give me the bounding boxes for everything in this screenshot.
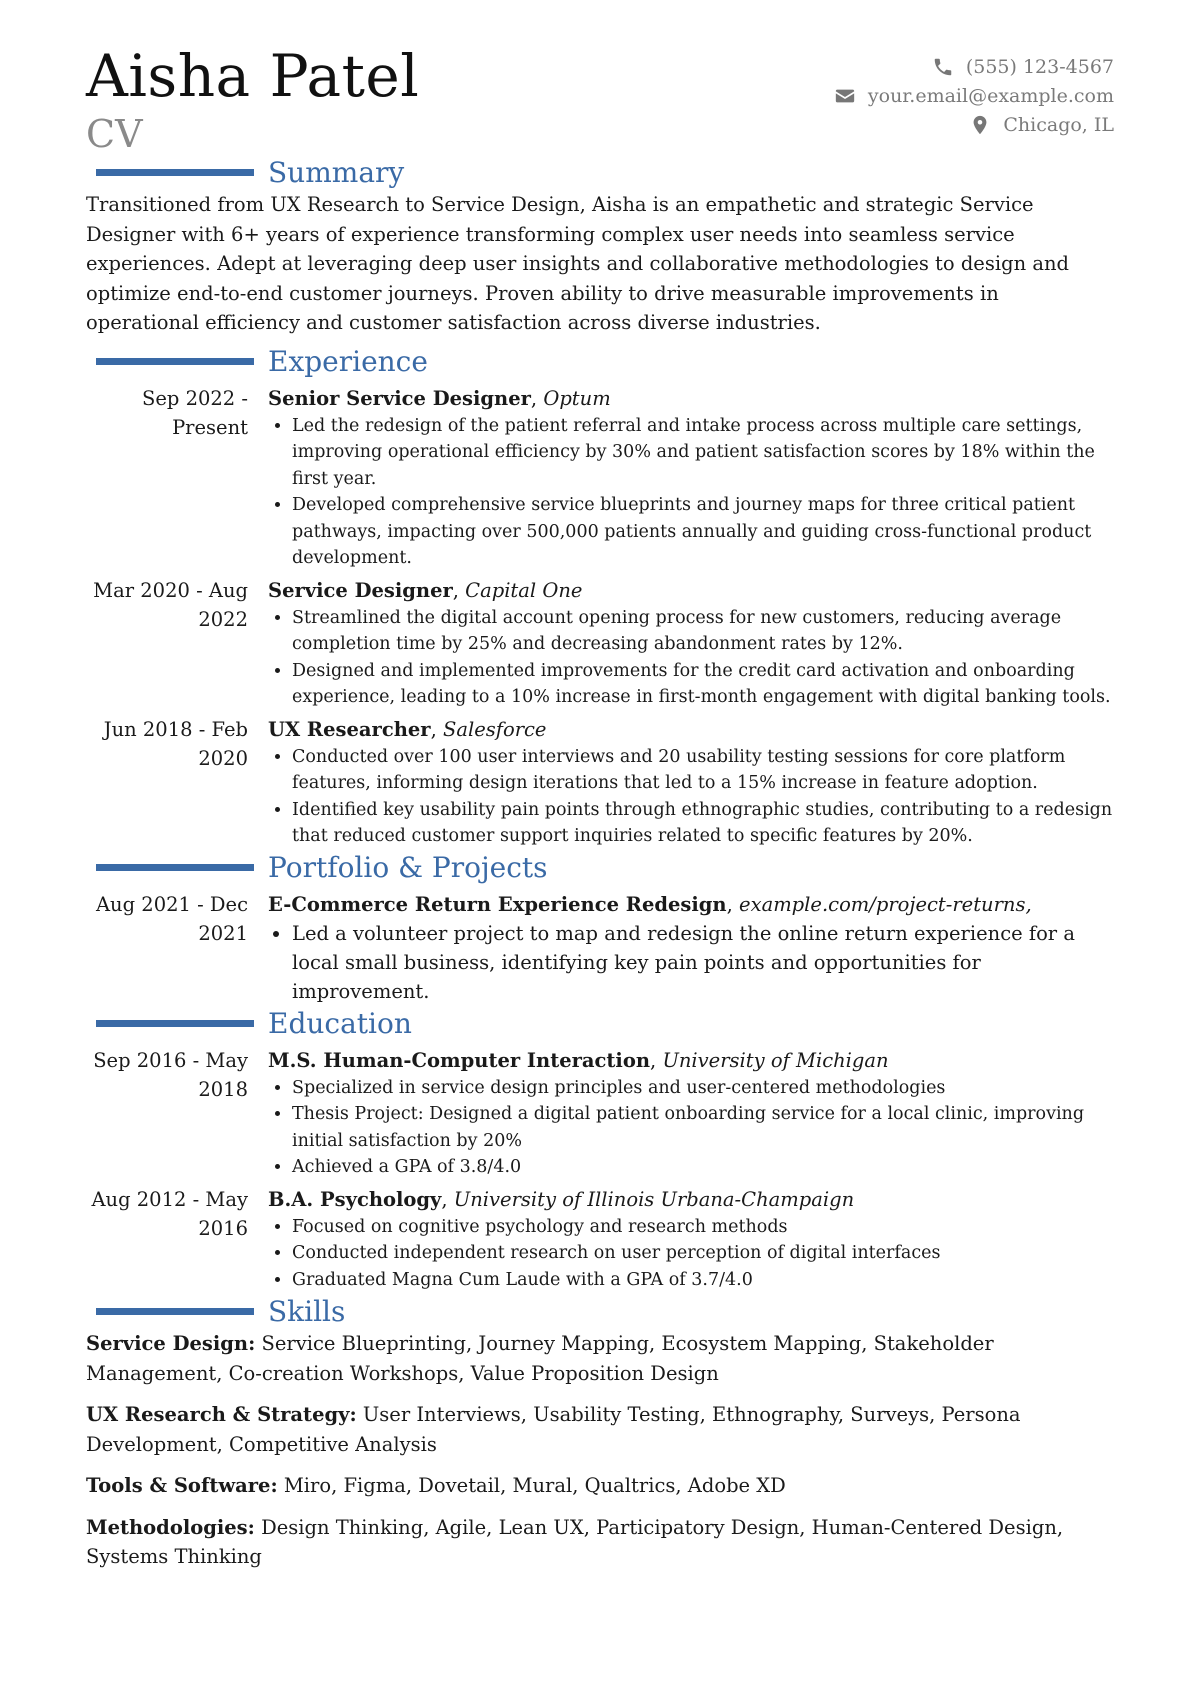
- skill-group: [86, 1400, 1114, 1459]
- section-bar: [96, 1020, 254, 1027]
- entry-bullets: [268, 1075, 1114, 1181]
- skill-label: Tools & Software:: [86, 1474, 278, 1497]
- skill-text: Service Blueprinting, Journey Mapping, Ecosystem Mapping, Stakeholder Management, Co-creation Workshops, Value Proposition Design: [86, 1332, 994, 1385]
- contact-email: [834, 81, 1114, 110]
- skill-group: [86, 1513, 1114, 1572]
- experience-entry: Sep 2022 - Present Senior Service Designer, Optum • Led the redesign of the patient referral and intake process across multiple care settings, improving operational efficiency by 30% and patient satisfaction scores by 18% within the first year. • Developed comprehensive service blueprints and journey maps for three critical patient pathways, impacting over 500,000 patients annually and guiding cross-functional product development.: [86, 384, 1114, 572]
- section-bar: [96, 864, 254, 871]
- entry-organization: Optum: [543, 386, 611, 410]
- section-bar: [96, 358, 254, 365]
- section-skills-heading: [86, 1293, 1114, 1329]
- entry-bullets: [268, 744, 1114, 850]
- entry-organization: Salesforce: [442, 717, 547, 741]
- bullet-item: • Designed and implemented improvements for the credit card activation and onboarding experience, leading to a 10% increase in first-month engagement with digital banking tools.: [292, 658, 1114, 711]
- entry-date: Sep 2016 - May 2018: [93, 1048, 248, 1101]
- section-summary-heading: [86, 154, 1114, 190]
- experience-entry: Jun 2018 - Feb 2020 UX Researcher, Salesforce • Conducted over 100 user interviews and 20 usability testing sessions for core platform features, informing design iterations that led to a 15% increase in feature adoption. • Identified key usability pain points through ethnographic studies, contributing to a redesign that reduced customer support inquiries related to specific features by 20%.: [86, 715, 1114, 850]
- contact-location: [834, 110, 1114, 139]
- entry-date: Jun 2018 - Feb 2020: [103, 717, 248, 770]
- entry-organization: University of Michigan: [662, 1048, 889, 1072]
- skill-label: Service Design:: [86, 1332, 256, 1355]
- section-title: Experience: [268, 345, 428, 378]
- entry-date: Sep 2022 - Present: [142, 386, 248, 439]
- experience-entry: Mar 2020 - Aug 2022 Service Designer, Capital One • Streamlined the digital account opening process for new customers, reducing average completion time by 25% and decreasing abandonment rates by 12%. • Designed and implemented improvements for the credit card activation and onboarding experience, leading to a 10% increase in first-month engagement with digital banking tools.: [86, 576, 1114, 711]
- entry-bullets: [268, 1214, 1114, 1294]
- entry-title: Senior Service Designer: [268, 386, 531, 410]
- entry-bullets: [268, 413, 1114, 572]
- person-name: Aisha Patel: [86, 42, 420, 110]
- skill-text: User Interviews, Usability Testing, Ethnography, Surveys, Persona Development, Competitive Analysis: [86, 1403, 1021, 1456]
- phone-icon: [932, 56, 954, 78]
- email-text[interactable]: your.email@example.com: [867, 84, 1114, 107]
- entry-date: Aug 2012 - May 2016: [91, 1187, 248, 1240]
- entry-title: B.A. Psychology: [268, 1187, 442, 1211]
- section-bar: [96, 169, 254, 176]
- bullet-item: • Led the redesign of the patient referral and intake process across multiple care settings, improving operational efficiency by 30% and patient satisfaction scores by 18% within the first year.: [292, 413, 1114, 493]
- bullet-item: • Conducted independent research on user perception of digital interfaces: [292, 1240, 1114, 1267]
- entry-title: E-Commerce Return Experience Redesign: [268, 892, 727, 916]
- document-subtitle: CV: [86, 112, 143, 156]
- entry-bullets: [268, 605, 1114, 711]
- section-title: Summary: [268, 155, 405, 189]
- skill-label: Methodologies:: [86, 1515, 255, 1539]
- bullet-item: • Specialized in service design principles and user-centered methodologies: [292, 1075, 1114, 1102]
- phone-text[interactable]: (555) 123-4567: [965, 55, 1114, 78]
- bullet-item: • Streamlined the digital account opening process for new customers, reducing average completion time by 25% and decreasing abandonment rates by 12%.: [292, 605, 1114, 658]
- bullet-item: • Conducted over 100 user interviews and 20 usability testing sessions for core platform features, informing design iterations that led to a 15% increase in feature adoption.: [292, 744, 1114, 797]
- section-title: Education: [268, 1007, 412, 1040]
- contact-phone: [834, 52, 1114, 81]
- header: [86, 44, 1114, 154]
- section-experience-heading: [86, 344, 1114, 380]
- entry-title: UX Researcher: [268, 717, 431, 741]
- project-link[interactable]: example.com/project-returns,: [739, 892, 1032, 916]
- section-bar: [96, 1308, 254, 1315]
- location-text: Chicago, IL: [1003, 113, 1114, 136]
- skill-label: UX Research & Strategy:: [86, 1403, 357, 1426]
- entry-date: Aug 2021 - Dec 2021: [95, 892, 248, 945]
- entry-title: M.S. Human-Computer Interaction: [268, 1048, 651, 1072]
- bullet-item: • Achieved a GPA of 3.8/4.0: [292, 1154, 1114, 1181]
- contact-info: [834, 52, 1114, 139]
- bullet-item: • Focused on cognitive psychology and research methods: [292, 1214, 1114, 1241]
- entry-organization: University of Illinois Urbana-Champaign: [453, 1187, 855, 1211]
- entry-bullets: [268, 919, 1114, 1006]
- summary-text: Transitioned from UX Research to Service Design, Aisha is an empathetic and strategic Service Designer with 6+ years of experience transforming complex user needs into seamless service experiences. Adept at leveraging deep user insights and collaborative methodologies to design and optimize end-to-end customer journeys. Proven ability to drive measurable improvements in operational efficiency and customer satisfaction across diverse industries.: [86, 193, 1069, 334]
- education-entry: Sep 2016 - May 2018 M.S. Human-Computer Interaction, University of Michigan • Specialized in service design principles and user-centered methodologies • Thesis Project: Designed a digital patient onboarding service for a local clinic, improving initial satisfaction by 20% • Achieved a GPA of 3.8/4.0: [86, 1046, 1114, 1181]
- skill-text: Miro, Figma, Dovetail, Mural, Qualtrics, Adobe XD: [283, 1474, 786, 1497]
- portfolio-entry: Aug 2021 - Dec 2021 E-Commerce Return Experience Redesign, example.com/project-returns, • Led a volunteer project to map and redesign the online return experience for a local small business, identifying key pain points and opportunities for improvement.: [86, 890, 1114, 1006]
- bullet-item: • Identified key usability pain points through ethnographic studies, contributing to a redesign that reduced customer support inquiries related to specific features by 20%.: [292, 797, 1114, 850]
- bullet-item: • Graduated Magna Cum Laude with a GPA of 3.7/4.0: [292, 1267, 1114, 1294]
- bullet-item: • Led a volunteer project to map and redesign the online return experience for a local small business, identifying key pain points and opportunities for improvement.: [292, 919, 1114, 1006]
- entry-title: Service Designer: [268, 578, 453, 602]
- map-pin-icon: [969, 114, 991, 136]
- section-portfolio-heading: [86, 850, 1114, 886]
- envelope-icon: [834, 85, 856, 107]
- bullet-item: • Thesis Project: Designed a digital patient onboarding service for a local clinic, improving initial satisfaction by 20%: [292, 1101, 1114, 1154]
- section-title: Skills: [268, 1294, 346, 1328]
- section-education-heading: [86, 1006, 1114, 1042]
- skill-group: [86, 1329, 1114, 1388]
- skill-group: [86, 1471, 1114, 1501]
- education-entry: Aug 2012 - May 2016 B.A. Psychology, University of Illinois Urbana-Champaign • Focused on cognitive psychology and research methods • Conducted independent research on user perception of digital interfaces • Graduated Magna Cum Laude with a GPA of 3.7/4.0: [86, 1185, 1114, 1294]
- entry-date: Mar 2020 - Aug 2022: [93, 578, 248, 631]
- entry-organization: Capital One: [465, 578, 583, 602]
- section-title: Portfolio & Projects: [268, 851, 548, 884]
- skill-text: Design Thinking, Agile, Lean UX, Participatory Design, Human-Centered Design, Systems Thinking: [86, 1515, 1064, 1568]
- bullet-item: • Developed comprehensive service blueprints and journey maps for three critical patient pathways, impacting over 500,000 patients annually and guiding cross-functional product development.: [292, 492, 1114, 572]
